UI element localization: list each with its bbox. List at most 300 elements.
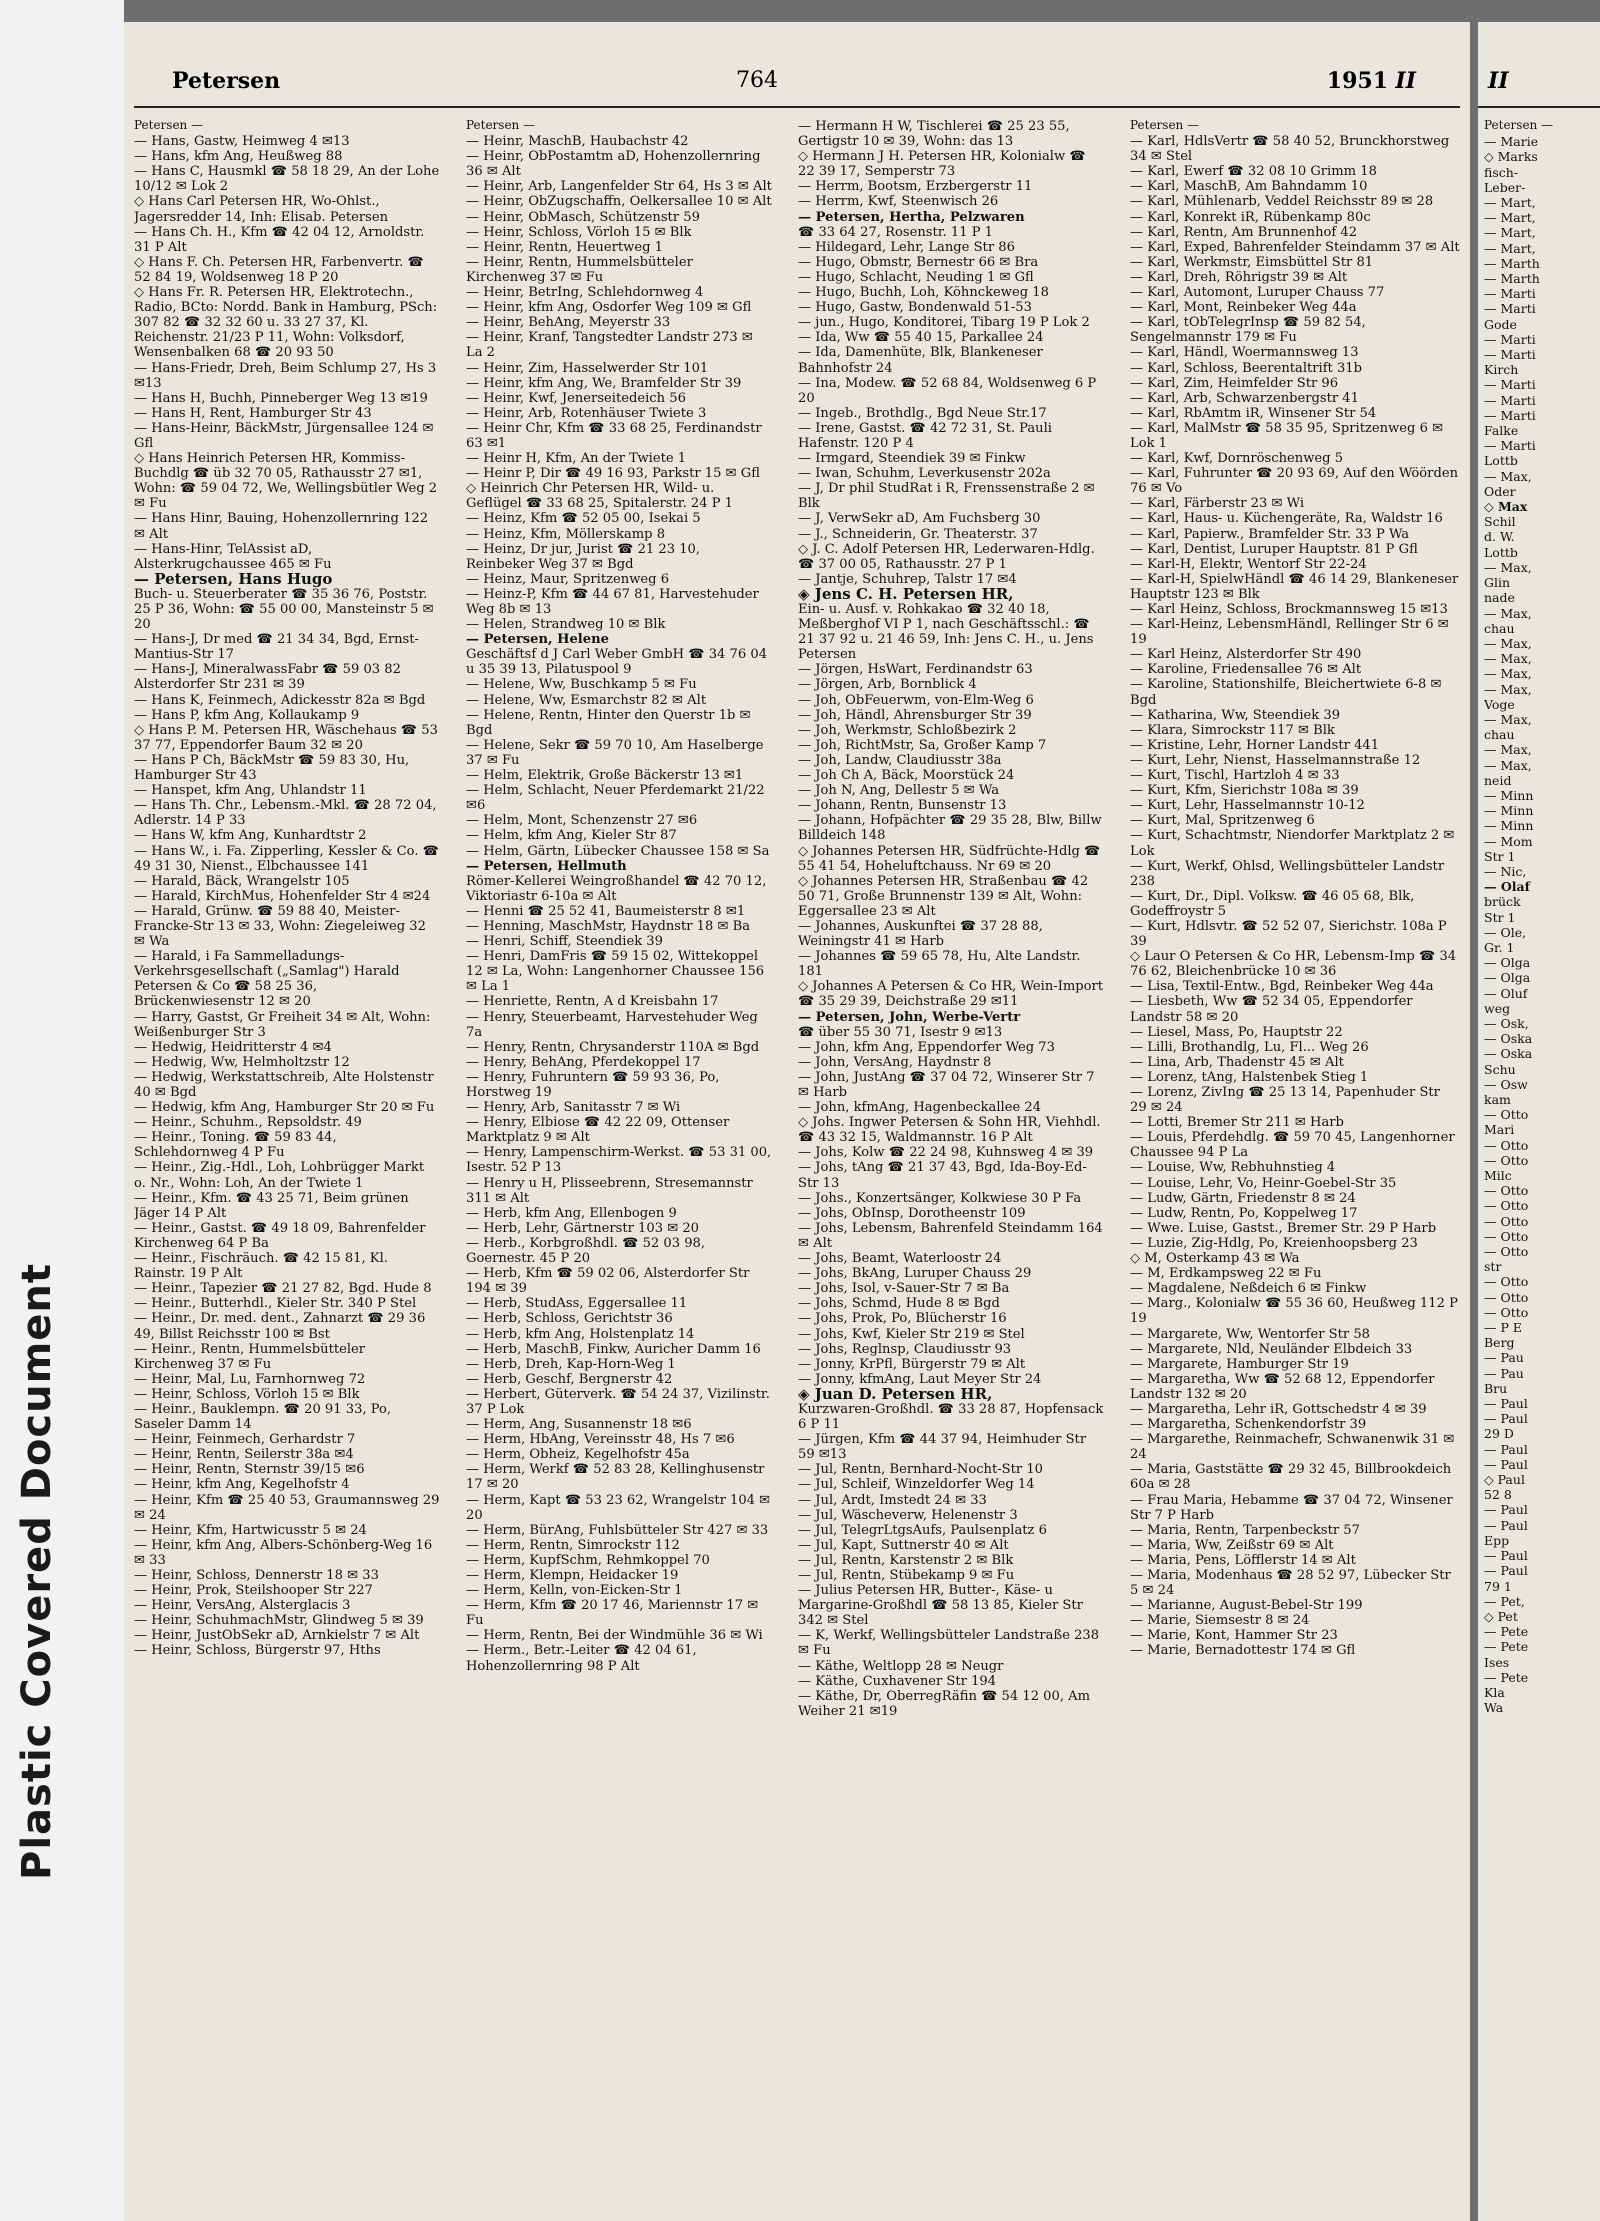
directory-entry: Geschäftsf d J Carl Weber GmbH ☎ 34 76 04 u 35 39 13, Pilatuspool 9 (466, 647, 768, 678)
directory-entry: — Lilli, Brothandlg, Lu, Fl... Weg 26 (1130, 1039, 1369, 1055)
directory-entry: — Heinr., Kfm. ☎ 43 25 71, Beim grünen Jäger 14 P Alt (134, 1190, 409, 1221)
directory-entry: — Ingeb., Brothdlg., Bgd Neue Str.17 (798, 405, 1047, 421)
directory-entry: — Oska (1484, 1031, 1533, 1047)
directory-entry: — Heinr, Kwf, Jenerseitedeich 56 (466, 390, 686, 406)
directory-entry: — Käthe, Weltlopp 28 ✉ Neugr (798, 1658, 1004, 1674)
directory-entry: — Kurt, Lehr, Hasselmannstr 10-12 (1130, 798, 1365, 814)
directory-entry: — Helen, Strandweg 10 ✉ Blk (466, 617, 666, 633)
directory-entry: — Käthe, Dr, OberregRäfin ☎ 54 12 00, Am Weiher 21 ✉19 (798, 1688, 1091, 1719)
directory-entry: — Hugo, Buchh, Loh, Köhnckeweg 18 (798, 285, 1049, 301)
directory-entry: — Johannes ☎ 59 65 78, Hu, Alte Landstr. 181 (798, 949, 1081, 980)
directory-entry: — Jörgen, Arb, Bornblick 4 (798, 677, 977, 693)
directory-entry: — jun., Hugo, Konditorei, Tibarg 19 P Lok 2 (798, 315, 1090, 331)
directory-entry: — Johs, Isol, v-Sauer-Str 7 ✉ Ba (798, 1281, 1010, 1297)
directory-entry: — Max, (1484, 742, 1532, 758)
directory-entry: — Heinr, BetrIng, Schlehdornweg 4 (466, 285, 704, 301)
directory-entry: — Joh, Werkmstr, Schloßbezirk 2 (798, 722, 1017, 738)
directory-entry: — Hanspet, kfm Ang, Uhlandstr 11 (134, 783, 367, 799)
directory-entry: — Otto (1484, 1304, 1529, 1320)
directory-entry: Str 1 (1484, 909, 1516, 925)
directory-entry: — Marti (1484, 301, 1536, 317)
directory-entry: — Hedwig, Werkstattschreib, Alte Holstenstr 40 ✉ Bgd (134, 1069, 434, 1100)
directory-entry: — Marth (1484, 255, 1540, 271)
directory-entry: Gr. 1 (1484, 939, 1515, 955)
directory-entry: ◇ Hermann J H. Petersen HR, Kolonialw ☎ 22 39 17, Semperstr 73 (798, 149, 1086, 180)
directory-entry: — John, VersAng, Haydnstr 8 (798, 1054, 992, 1070)
directory-entry: — Heinr., Butterhdl., Kieler Str. 340 P Stel (134, 1296, 417, 1312)
directory-entry: — Heinr, Kranf, Tangstedter Landstr 273 ✉ La 2 (466, 330, 753, 361)
directory-entry: — Mom (1484, 833, 1533, 849)
directory-entry: — John, kfm Ang, Eppendorfer Weg 73 (798, 1039, 1055, 1055)
directory-entry: — Heinr, Arb, Rotenhäuser Twiete 3 (466, 405, 707, 421)
directory-entry: — Otto (1484, 1274, 1529, 1290)
directory-entry: — Karl, MalMstr ☎ 58 35 95, Spritzenweg 6 ✉ Lok 1 (1130, 420, 1444, 451)
directory-entry: — Oluf (1484, 985, 1528, 1001)
directory-entry: — Minn (1484, 818, 1534, 834)
directory-entry: — Max, (1484, 711, 1532, 727)
directory-entry: — Mart, (1484, 195, 1536, 211)
directory-entry: — Minn (1484, 787, 1534, 803)
directory-column-3 (798, 118, 1104, 2208)
directory-entry: — Heinr., Gastst. ☎ 49 18 09, Bahrenfelder Kirchenweg 64 P Ba (134, 1220, 426, 1251)
directory-entry: — Otto (1484, 1228, 1529, 1244)
directory-entry: — Heinr, BehAng, Meyerstr 33 (466, 315, 671, 331)
directory-entry: Lottb (1484, 544, 1518, 560)
directory-column-4 (1130, 118, 1460, 2208)
directory-entry: — Helm, Elektrik, Große Bäckerstr 13 ✉1 (466, 768, 744, 784)
directory-entry: — Marti (1484, 407, 1536, 423)
directory-entry: — Johs, BkAng, Luruper Chauss 29 (798, 1266, 1032, 1282)
directory-entry: ◈ Jens C. H. Petersen HR, (798, 584, 1014, 603)
directory-entry: — Karl, Färberstr 23 ✉ Wi (1130, 496, 1305, 512)
directory-entry: — Hans P Ch, BäckMstr ☎ 59 83 30, Hu, Hamburger Str 43 (134, 752, 410, 784)
book-spine (0, 0, 124, 2221)
directory-entry: — Mart, (1484, 240, 1536, 256)
directory-entry: — Heinr., Bauklempn. ☎ 20 91 33, Po, Saseler Damm 14 (134, 1401, 392, 1433)
directory-entry: ◇ Max (1484, 499, 1528, 515)
directory-entry: — Henning, MaschMstr, Haydnstr 18 ✉ Ba (466, 918, 751, 934)
directory-entry: — Herm, Kfm ☎ 20 17 46, Mariennstr 17 ✉ Fu (466, 1598, 759, 1629)
directory-entry: — Herbert, Güterverk. ☎ 54 24 37, Vizilinstr. 37 P Lok (466, 1386, 770, 1417)
directory-entry: — Lorenz, tAng, Halstenbek Stieg 1 (1130, 1069, 1369, 1085)
directory-entry: — Helm, kfm Ang, Kieler Str 87 (466, 828, 677, 844)
directory-entry: ◇ Hans P. M. Petersen HR, Wäschehaus ☎ 53 37 77, Eppendorfer Baum 32 ✉ 20 (134, 722, 438, 753)
directory-entry: — K, Werkf, Wellingsbütteler Landstraße 238 ✉ Fu (798, 1628, 1100, 1659)
directory-entry: 29 D (1484, 1426, 1514, 1442)
directory-entry: — Herm, KupfSchm, Rehmkoppel 70 (466, 1552, 710, 1568)
directory-entry: Schu (1484, 1061, 1516, 1077)
directory-page-left (124, 22, 1470, 2221)
directory-entry: — Luzie, Zig-Hdlg, Po, Kreienhoopsberg 23 (1130, 1235, 1418, 1251)
directory-entry: — Herb., Korbgroßhdl. ☎ 52 03 98, Goernestr. 45 P 20 (466, 1235, 706, 1267)
directory-entry: — Iwan, Schuhm, Leverkusenstr 202a (798, 466, 1051, 482)
directory-entry: — Jul, Ardt, Imstedt 24 ✉ 33 (798, 1492, 987, 1508)
directory-entry: 79 1 (1484, 1578, 1512, 1594)
directory-entry: — Karl, Fuhrunter ☎ 20 93 69, Auf den Wöörden 76 ✉ Vo (1130, 466, 1459, 497)
directory-entry: — Herm, Kapt ☎ 53 23 62, Wrangelstr 104 ✉ 20 (466, 1492, 771, 1523)
directory-entry: — Julius Petersen HR, Butter-, Käse- u Margarine-Großhdl ☎ 58 13 85, Kieler Str 342 ✉ Stel (798, 1583, 1083, 1629)
directory-entry: — Hans-Friedr, Dreh, Beim Schlump 27, Hs 3 ✉13 (134, 360, 437, 391)
directory-entry: — Louis, Pferdehdlg. ☎ 59 70 45, Langenhorner Chaussee 94 P La (1130, 1130, 1455, 1161)
directory-entry: ◇ Hans Fr. R. Petersen HR, Elektrotechn., Radio, BCto: Nordd. Bank in Hamburg, PSch: 307 82 ☎ 32 32 60 u. 33 27 37, Kl. Reichenstr. 21/23 P 11, Wohn: Volksdorf, Wensenbalken 68 ☎ 20 93 50 (134, 285, 438, 361)
directory-entry: chau (1484, 620, 1515, 636)
directory-entry: — Hermann H W, Tischlerei ☎ 25 23 55, Gertigstr 10 ✉ 39, Wohn: das 13 (798, 119, 1070, 150)
directory-entry: — Karl-H, SpielwHändl ☎ 46 14 29, Blankeneser Hauptstr 123 ✉ Blk (1130, 571, 1459, 602)
directory-entry: — Heinr, Kfm, Hartwicusstr 5 ✉ 24 (134, 1522, 367, 1538)
directory-entry: — Herm, HbAng, Vereinsstr 48, Hs 7 ✉6 (466, 1432, 735, 1448)
page-number: 764 (736, 68, 778, 93)
directory-column-page2 (1484, 118, 1594, 2208)
directory-entry: ◇ Hans Heinrich Petersen HR, Kommiss-Buchdlg ☎ üb 32 70 05, Rathausstr 27 ✉1, Wohn: ☎ 59 04 72, We, Wellingsbütler Weg 2 ✉ Fu (134, 451, 438, 512)
directory-entry: — Herb, Schloss, Gerichtstr 36 (466, 1311, 673, 1327)
directory-entry: — Johs, Kwf, Kieler Str 219 ✉ Stel (798, 1326, 1025, 1342)
directory-entry: — Herm, Kelln, von-Eicken-Str 1 (466, 1583, 683, 1599)
directory-entry: — Frau Maria, Hebamme ☎ 37 04 72, Winsener Str 7 P Harb (1130, 1492, 1453, 1523)
directory-entry: — Johs, Beamt, Waterloostr 24 (798, 1251, 1002, 1267)
directory-entry: ◇ Johs. Ingwer Petersen & Sohn HR, Viehhdl. ☎ 43 32 15, Waldmannstr. 16 P Alt (798, 1115, 1101, 1146)
directory-entry: — Herb, kfm Ang, Ellenbogen 9 (466, 1205, 677, 1221)
directory-entry: — Karl, Dreh, Röhrigstr 39 ✉ Alt (1130, 269, 1348, 285)
directory-entry: — Heinr, Schloss, Vörloh 15 ✉ Blk (134, 1386, 360, 1402)
directory-entry: — Minn (1484, 803, 1534, 819)
directory-entry: — Ole, (1484, 924, 1527, 940)
directory-entry: — Margarete, Hamburger Str 19 (1130, 1356, 1349, 1372)
directory-entry: — Lotti, Bremer Str 211 ✉ Harb (1130, 1115, 1344, 1131)
directory-entry: — Petersen, Helene (466, 632, 609, 648)
directory-entry: — Hans C, Hausmkl ☎ 58 18 29, An der Lohe 10/12 ✉ Lok 2 (134, 164, 440, 195)
directory-entry: Falke (1484, 423, 1519, 439)
directory-entry: — Kurt, Schachtmstr, Niendorfer Marktplatz 2 ✉ Lok (1130, 828, 1455, 859)
directory-entry: — Johs., Konzertsänger, Kolkwiese 30 P Fa (798, 1190, 1082, 1206)
directory-entry: — Herm, Ang, Susannenstr 18 ✉6 (466, 1417, 692, 1433)
directory-entry: — Marti (1484, 347, 1536, 363)
directory-entry: Wa (1484, 1700, 1504, 1716)
directory-entry: — Herb, Dreh, Kap-Horn-Weg 1 (466, 1356, 676, 1372)
directory-entry: — Otto (1484, 1183, 1529, 1199)
directory-entry: — Karl, HdlsVertr ☎ 58 40 52, Brunckhorstweg 34 ✉ Stel (1130, 134, 1450, 165)
directory-entry: — Herm, Obheiz, Kegelhofstr 45a (466, 1447, 690, 1463)
page2-volume: II (1488, 68, 1509, 94)
directory-entry: — Karl, Rentn, Am Brunnenhof 42 (1130, 224, 1358, 240)
directory-entry: — Hans-Hinr, TelAssist aD, Alsterkrugchaussee 465 ✉ Fu (134, 541, 332, 572)
directory-entry: — Kurt, Hdlsvtr. ☎ 52 52 07, Sierichstr. 108a P 39 (1130, 918, 1447, 950)
directory-entry: — Kurt, Dr., Dipl. Volksw. ☎ 46 05 68, Blk, Godeffroystr 5 (1130, 888, 1415, 919)
directory-entry: — Ludw, Gärtn, Friedenstr 8 ✉ 24 (1130, 1190, 1356, 1206)
directory-entry: — Karl Heinz, Schloss, Brockmannsweg 15 ✉13 (1130, 602, 1448, 617)
directory-entry: — Heinr H, Kfm, An der Twiete 1 (466, 451, 687, 467)
directory-entry: — Osw (1484, 1076, 1528, 1092)
column-lead: Petersen — (134, 118, 204, 132)
directory-entry: — Paul (1484, 1502, 1528, 1518)
directory-entry: — Herm., Betr.-Leiter ☎ 42 04 61, Hohenzollernring 98 P Alt (466, 1643, 697, 1674)
directory-entry: — Marti (1484, 392, 1536, 408)
directory-entry: — Karl-H, Elektr, Wentorf Str 22-24 (1130, 556, 1367, 572)
directory-entry: Buch- u. Steuerberater ☎ 35 36 76, Poststr. 25 P 36, Wohn: ☎ 55 00 00, Mansteinstr 5 ✉ 20 (134, 586, 434, 633)
directory-entry: — Mart, (1484, 225, 1536, 241)
directory-entry: — Karl, Ewerf ☎ 32 08 10 Grimm 18 (1130, 164, 1377, 180)
directory-entry: — Heinr., Tapezier ☎ 21 27 82, Bgd. Hude 8 (134, 1281, 432, 1297)
directory-entry: — Karoline, Stationshilfe, Bleichertwiete 6-8 ✉ Bgd (1130, 677, 1442, 708)
page2-header (1478, 62, 1600, 106)
directory-entry: ☎ über 55 30 71, Isestr 9 ✉13 (798, 1024, 1003, 1040)
directory-entry: Schil (1484, 514, 1516, 530)
directory-entry: — Henry, BehAng, Pferdekoppel 17 (466, 1054, 701, 1070)
directory-entry: — Otto (1484, 1137, 1529, 1153)
directory-entry: chau (1484, 727, 1515, 743)
directory-entry: — Karl, Schloss, Beerentaltrift 31b (1130, 360, 1363, 376)
directory-entry: — Heinr, Schloss, Vörloh 15 ✉ Blk (466, 224, 692, 240)
directory-entry: — Jul, Schleif, Winzeldorfer Weg 14 (798, 1477, 1035, 1493)
directory-entry: — Heinr, Prok, Steilshooper Str 227 (134, 1583, 373, 1599)
directory-entry: — Karl, MaschB, Am Bahndamm 10 (1130, 179, 1368, 195)
directory-entry: weg (1484, 1000, 1511, 1016)
directory-entry: — Karl, tObTelegrInsp ☎ 59 82 54, Sengelmannstr 179 ✉ Fu (1130, 315, 1366, 346)
directory-entry: — Heinr, Rentn, Seilerstr 38a ✉4 (134, 1447, 354, 1463)
directory-entry: — Karl, Händl, Woermannsweg 13 (1130, 345, 1359, 361)
directory-entry: — Petersen, Hellmuth (466, 858, 627, 874)
directory-entry: — Petersen, Hertha, Pelzwaren (798, 209, 1025, 225)
directory-entry: — Karl, Dentist, Luruper Hauptstr. 81 P Gfl (1130, 541, 1418, 557)
directory-entry: — Otto (1484, 1289, 1529, 1305)
directory-entry: Bru (1484, 1380, 1508, 1396)
directory-entry: — Jul, Rentn, Bernhard-Nocht-Str 10 (798, 1462, 1043, 1478)
directory-entry: — Petersen, Hans Hugo (134, 569, 333, 588)
directory-entry: — Marie (1484, 134, 1539, 150)
directory-entry: — Maria, Rentn, Tarpenbeckstr 57 (1130, 1522, 1360, 1538)
directory-entry: — Maria, Ww, Zeißstr 69 ✉ Alt (1130, 1537, 1334, 1553)
directory-entry: — Hans P, kfm Ang, Kollaukamp 9 (134, 707, 360, 723)
directory-entry: — Jul, Wäscheverw, Helenenstr 3 (798, 1507, 1018, 1523)
directory-entry: — Heinz-P, Kfm ☎ 44 67 81, Harvestehuder Weg 8b ✉ 13 (466, 586, 759, 617)
directory-entry: Mari (1484, 1122, 1515, 1138)
directory-entry: — Max, (1484, 605, 1532, 621)
spine-label: Plastic Covered Document (14, 1262, 60, 1880)
directory-entry: — Johs, Kolw ☎ 22 24 98, Kuhnsweg 4 ✉ 39 (798, 1145, 1094, 1161)
directory-entry: — Ludw, Rentn, Po, Koppelweg 17 (1130, 1205, 1358, 1221)
directory-entry: — Magdalene, Neßdeich 6 ✉ Finkw (1130, 1281, 1367, 1297)
directory-entry: Milc (1484, 1168, 1512, 1184)
directory-entry: — Johann, Rentn, Bunsenstr 13 (798, 798, 1007, 814)
directory-entry: Berg (1484, 1335, 1515, 1351)
directory-entry: ◇ Johannes Petersen HR, Straßenbau ☎ 42 50 71, Große Brunnenstr 139 ✉ Alt, Wohn: Eggersallee 23 ✉ Alt (798, 873, 1089, 919)
directory-entry: — Karl, Papierw., Bramfelder Str. 33 P Wa (1130, 526, 1410, 542)
directory-entry: Ises (1484, 1654, 1510, 1670)
directory-entry: — Paul (1484, 1517, 1528, 1533)
directory-entry: — Ida, Ww ☎ 55 40 15, Parkallee 24 (798, 330, 1044, 346)
directory-entry: — Herb, Lehr, Gärtnerstr 103 ✉ 20 (466, 1220, 699, 1236)
directory-entry: — Herrm, Kwf, Steenwisch 26 (798, 194, 999, 210)
directory-entry: — Hans H, Buchh, Pinneberger Weg 13 ✉19 (134, 390, 428, 406)
directory-entry: ◈ Juan D. Petersen HR, (798, 1384, 993, 1403)
directory-entry: — Helene, Ww, Buschkamp 5 ✉ Fu (466, 677, 697, 693)
directory-entry: — Helene, Rentn, Hinter den Querstr 1b ✉ Bgd (466, 707, 751, 738)
directory-entry: — Helene, Ww, Esmarchstr 82 ✉ Alt (466, 692, 707, 708)
column-lead: Petersen — (1130, 118, 1200, 132)
directory-entry: — Louise, Lehr, Vo, Heinr-Goebel-Str 35 (1130, 1175, 1397, 1191)
directory-entry: — Karl, Automont, Luruper Chauss 77 (1130, 285, 1385, 301)
directory-entry: Str 1 (1484, 848, 1516, 864)
directory-entry: — Hans-J, Dr med ☎ 21 34 34, Bgd, Ernst-Mantius-Str 17 (134, 632, 419, 663)
directory-entry: — Osk, (1484, 1015, 1529, 1031)
directory-entry: — Marti (1484, 286, 1536, 302)
directory-entry: — Max, (1484, 635, 1532, 651)
directory-entry: — M, Erdkampsweg 22 ✉ Fu (1130, 1266, 1322, 1282)
directory-entry: — Helene, Sekr ☎ 59 70 10, Am Haselberge 37 ✉ Fu (466, 737, 764, 768)
directory-entry: — Katharina, Ww, Steendiek 39 (1130, 707, 1341, 723)
directory-entry: ◇ J. C. Adolf Petersen HR, Lederwaren-Hdlg. ☎ 37 00 05, Rathausstr. 27 P 1 (798, 541, 1095, 572)
column-lead: Petersen — (1484, 118, 1554, 132)
directory-entry: brück (1484, 894, 1521, 910)
directory-entry: — Ida, Damenhüte, Blk, Blankeneser Bahnhofstr 24 (798, 345, 1043, 376)
directory-entry: — Heinr., Rentn, Hummelsbütteler Kirchenweg 37 ✉ Fu (134, 1341, 366, 1372)
directory-entry: — Hans-J, MineralwassFabr ☎ 59 03 82 Alsterdorfer Str 231 ✉ 39 (134, 662, 401, 693)
directory-entry: — John, JustAng ☎ 37 04 72, Winserer Str 7 ✉ Harb (798, 1069, 1095, 1100)
directory-entry: — Heinr, kfm Ang, We, Bramfelder Str 39 (466, 375, 742, 391)
directory-entry: — Irmgard, Steendiek 39 ✉ Finkw (798, 451, 1026, 467)
directory-entry: — Maria, Pens, Löfflerstr 14 ✉ Alt (1130, 1552, 1356, 1568)
directory-entry: — Heinr P, Dir ☎ 49 16 93, Parkstr 15 ✉ Gfl (466, 466, 760, 482)
directory-entry: — Hedwig, kfm Ang, Hamburger Str 20 ✉ Fu (134, 1100, 435, 1116)
directory-entry: — Max, (1484, 651, 1532, 667)
directory-entry: — Otto (1484, 1107, 1529, 1123)
directory-entry: — Pete (1484, 1624, 1529, 1640)
directory-entry: — Hedwig, Ww, Helmholtzstr 12 (134, 1054, 350, 1070)
directory-entry: — Otto (1484, 1152, 1529, 1168)
directory-entry: — Heinr Chr, Kfm ☎ 33 68 25, Ferdinandstr 63 ✉1 (466, 420, 762, 451)
directory-entry: — Jul, Rentn, Karstenstr 2 ✉ Blk (798, 1552, 1014, 1568)
directory-entry: — Margaretha, Ww ☎ 52 68 12, Eppendorfer Landstr 132 ✉ 20 (1130, 1371, 1435, 1402)
directory-entry: — Pete (1484, 1669, 1529, 1685)
directory-entry: — Johs, ObInsp, Dorotheenstr 109 (798, 1205, 1026, 1221)
directory-entry: — Otto (1484, 1244, 1529, 1260)
directory-entry: Glin (1484, 575, 1511, 591)
directory-entry: — Herb, StudAss, Eggersallee 11 (466, 1296, 688, 1312)
directory-entry: — Mart, (1484, 210, 1536, 226)
directory-entry: — Heinr, kfm Ang, Kegelhofstr 4 (134, 1477, 350, 1493)
directory-entry: — Kurt, Werkf, Ohlsd, Wellingsbütteler Landstr 238 (1130, 858, 1445, 889)
directory-entry: — Heinr., Toning. ☎ 59 83 44, Schlehdornweg 4 P Fu (134, 1130, 337, 1161)
directory-entry: — Max, (1484, 559, 1532, 575)
directory-entry: — Marti (1484, 331, 1536, 347)
directory-entry: — Hugo, Gastw, Bondenwald 51-53 (798, 300, 1032, 316)
directory-entry: — Karl, Konrekt iR, Rübenkamp 80c (1130, 209, 1371, 225)
directory-entry: — Herb, Kfm ☎ 59 02 06, Alsterdorfer Str 194 ✉ 39 (466, 1266, 750, 1297)
directory-entry: — Otto (1484, 1213, 1529, 1229)
directory-entry: — Heinr, kfm Ang, Albers-Schönberg-Weg 16 ✉ 33 (134, 1537, 433, 1568)
directory-entry: — Hans Th. Chr., Lebensm.-Mkl. ☎ 28 72 04, Adlerstr. 14 P 33 (134, 798, 437, 829)
directory-entry: Gode (1484, 316, 1517, 332)
directory-entry: — Margarethe, Reinmachefr, Schwanenwik 31 ✉ 24 (1130, 1432, 1455, 1463)
directory-entry: — Olga (1484, 970, 1531, 986)
directory-entry: — Hans, Gastw, Heimweg 4 ✉13 (134, 134, 350, 150)
directory-entry: — Lina, Arb, Thadenstr 45 ✉ Alt (1130, 1054, 1344, 1070)
directory-entry: — Max, (1484, 681, 1532, 697)
directory-entry: — Marianne, August-Bebel-Str 199 (1130, 1598, 1363, 1614)
directory-entry: — Heinr, kfm Ang, Osdorfer Weg 109 ✉ Gfl (466, 300, 752, 316)
directory-entry: — Petersen, John, Werbe-Vertr (798, 1009, 1021, 1025)
directory-entry: fisch- (1484, 164, 1519, 180)
directory-entry: — Joh Ch A, Bäck, Moorstück 24 (798, 768, 1015, 784)
directory-entry: — Paul (1484, 1396, 1528, 1412)
directory-entry: Ein- u. Ausf. v. Rohkakao ☎ 32 40 18, Meßberghof VI P 1, nach Geschäftsschl.: ☎ 21 37 92 u. 21 46 59, Inh: Jens C. H., u. Jens Petersen (798, 602, 1094, 663)
header-rule (134, 106, 1460, 108)
directory-entry: Lottb (1484, 453, 1518, 469)
directory-entry: Römer-Kellerei Weingroßhandel ☎ 42 70 12, Viktoriastr 6-10a ✉ Alt (466, 873, 767, 904)
directory-entry: — Marie, Siemsestr 8 ✉ 24 (1130, 1613, 1310, 1629)
directory-entry: Kla (1484, 1684, 1505, 1700)
directory-entry: — Heinr, Arb, Langenfelder Str 64, Hs 3 ✉ Alt (466, 179, 772, 195)
header-year: 1951 (1326, 68, 1388, 94)
directory-entry: — Henry, Arb, Sanitasstr 7 ✉ Wi (466, 1100, 681, 1116)
directory-entry: 52 8 (1484, 1487, 1512, 1503)
directory-entry: — Johs, Schmd, Hude 8 ✉ Bgd (798, 1296, 1000, 1312)
directory-entry: — Marti (1484, 377, 1536, 393)
directory-entry: — Herrm, Bootsm, Erzbergerstr 11 (798, 179, 1033, 195)
directory-entry: — Heinr, Feinmech, Gerhardstr 7 (134, 1432, 356, 1448)
directory-entry: d. W. (1484, 529, 1515, 545)
directory-entry: — Kurt, Tischl, Hartzloh 4 ✉ 33 (1130, 768, 1340, 784)
directory-entry: nade (1484, 590, 1515, 606)
directory-entry: — Heinr., Fischräuch. ☎ 42 15 81, Kl. Rainstr. 19 P Alt (134, 1251, 388, 1282)
directory-page-right-edge (1478, 22, 1600, 2221)
directory-entry: — Heinr, Rentn, Sternstr 39/15 ✉6 (134, 1462, 365, 1478)
directory-entry: — Heinr, Rentn, Hummelsbütteler Kirchenweg 37 ✉ Fu (466, 254, 693, 285)
directory-entry: — Heinz, Kfm, Möllerskamp 8 (466, 526, 666, 542)
directory-entry: — Kurt, Kfm, Sierichstr 108a ✉ 39 (1130, 783, 1359, 799)
directory-entry: — Jul, TelegrLtgsAufs, Paulsenplatz 6 (798, 1522, 1047, 1538)
directory-entry: Kurzwaren-Großhdl. ☎ 33 28 87, Hopfensack 6 P 11 (798, 1401, 1104, 1433)
directory-entry: — Hans-Heinr, BäckMstr, Jürgensallee 124 ✉ Gfl (134, 420, 434, 451)
directory-entry: — Margarete, Ww, Wentorfer Str 58 (1130, 1326, 1371, 1342)
directory-entry: — Hans W, kfm Ang, Kunhardtstr 2 (134, 828, 367, 844)
directory-entry: — Herm, Werkf ☎ 52 83 28, Kellinghusenstr 17 ✉ 20 (466, 1462, 765, 1493)
directory-entry: — J, VerwSekr aD, Am Fuchsberg 30 (798, 511, 1041, 527)
directory-entry: neid (1484, 772, 1512, 788)
directory-entry: — Irene, Gastst. ☎ 42 72 31, St. Pauli Hafenstr. 120 P 4 (798, 420, 1052, 451)
directory-entry: — Otto (1484, 1198, 1529, 1214)
directory-entry: — Helm, Gärtn, Lübecker Chaussee 158 ✉ Sa (466, 843, 770, 859)
directory-entry: Leber- (1484, 179, 1526, 195)
directory-entry: — Jul, Kapt, Suttnerstr 40 ✉ Alt (798, 1537, 1009, 1553)
directory-entry: — Helm, Schlacht, Neuer Pferdemarkt 21/22 ✉6 (466, 783, 765, 814)
directory-entry: — Heinr, Kfm ☎ 25 40 53, Graumannsweg 29 ✉ 24 (134, 1492, 440, 1523)
directory-entry: — Lorenz, ZivIng ☎ 25 13 14, Papenhuder Str 29 ✉ 24 (1130, 1085, 1440, 1116)
directory-entry: — Margaretha, Schenkendorfstr 39 (1130, 1417, 1367, 1433)
directory-entry: — Herm, Rentn, Bei der Windmühle 36 ✉ Wi (466, 1628, 763, 1644)
directory-entry: — Herb, MaschB, Finkw, Auricher Damm 16 (466, 1341, 761, 1357)
directory-entry: — Jürgen, Kfm ☎ 44 37 94, Heimhuder Str 59 ✉13 (798, 1432, 1087, 1463)
directory-entry: — Harald, KirchMus, Hohenfelder Str 4 ✉24 (134, 888, 431, 904)
directory-column-1 (134, 118, 440, 2208)
directory-entry: — Hans H, Rent, Hamburger Str 43 (134, 405, 372, 421)
directory-entry: — Margarete, Nld, Neuländer Elbdeich 33 (1130, 1341, 1413, 1357)
directory-entry: — Oska (1484, 1046, 1533, 1062)
directory-entry: — Heinr, Rentn, Heuertweg 1 (466, 239, 663, 255)
directory-entry: — Henry, Elbiose ☎ 42 22 09, Ottenser Marktplatz 9 ✉ Alt (466, 1115, 730, 1146)
directory-entry: — Henry, Lampenschirm-Werkst. ☎ 53 31 00, Isestr. 52 P 13 (466, 1145, 772, 1176)
directory-entry: — Henry, Steuerbeamt, Harvestehuder Weg 7a (466, 1009, 758, 1040)
header-surname: Petersen (172, 68, 281, 94)
directory-entry: — Max, (1484, 757, 1532, 773)
directory-entry: — J, Dr phil StudRat i R, Frenssenstraße 2 ✉ Blk (798, 481, 1095, 512)
directory-entry: ◇ Hans F. Ch. Petersen HR, Farbenvertr. ☎ 52 84 19, Woldsenweg 18 P 20 (134, 254, 424, 285)
directory-entry: — Paul (1484, 1563, 1528, 1579)
directory-entry: — Klara, Simrockstr 117 ✉ Blk (1130, 722, 1335, 738)
directory-entry: — Hans K, Feinmech, Adickesstr 82a ✉ Bgd (134, 692, 426, 708)
directory-entry: — Marie, Bernadottestr 174 ✉ Gfl (1130, 1643, 1356, 1659)
directory-entry: — Karl, Werkmstr, Eimsbüttel Str 81 (1130, 254, 1374, 270)
column-lead: Petersen — (466, 118, 536, 132)
